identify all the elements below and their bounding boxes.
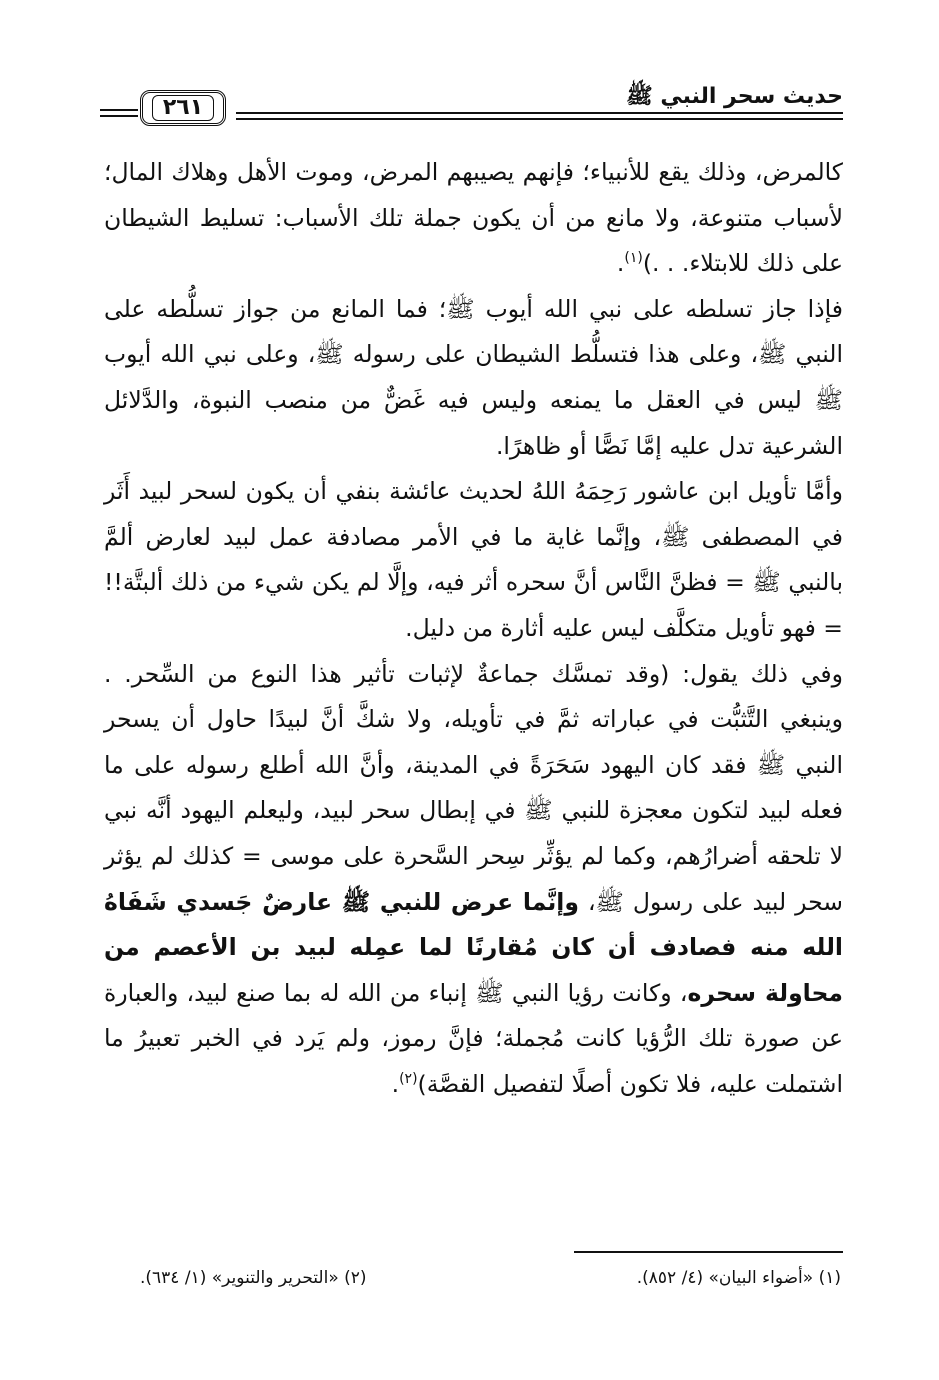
header-rule-left [100, 109, 138, 111]
footnote-2: (٢) «التحرير والتنوير» (١/ ٦٣٤). [140, 1268, 367, 1288]
main-text [104, 150, 843, 1107]
paragraph-end: . [391, 1069, 400, 1098]
paragraph-text: وفي ذلك يقول: (وقد تمسَّك جماعةٌ لإثبات تأثير هذا النوع من السِّحر. . وينبغي التَّثبُّت في عباراته ثمَّ في تأويله، ولا شكَّ أنَّ لبيدًا حاول أن يسحر النبي ﷺ فقد كان اليهود سَحَرَةً في المدينة، وأنَّ الله أطلع رسوله على ما فعله لبيد لتكون معجزة للنبي ﷺ في إبطال سحر لبيد، وليعلم اليهود أنَّه نبي لا تلحقه أضرارُهم، وكما لم يؤثِّر سِحر السَّحرة على موسى = كذلك لم يؤثر سحر لبيد على رسول ﷺ، [104, 659, 843, 916]
footnote-marker: (٢) [399, 1071, 418, 1088]
paragraph [104, 652, 843, 1108]
paragraph-text: ، وكانت رؤيا النبي ﷺ إنباء من الله له بما صنع لبيد، والعبارة عن صورة تلك الرُّؤيا كانت مُجملة؛ فإنَّ رموز، ولم يَرد في الخبر تعبيرُ ما اشتملت عليه، فلا تكون أصلًا لتفصيل القصَّة) [104, 978, 843, 1098]
footnote-divider [574, 1251, 843, 1253]
footnotes [140, 1268, 843, 1288]
header-rule [236, 112, 843, 114]
paragraph: فإذا جاز تسلطه على نبي الله أيوب ﷺ؛ فما المانع من جواز تسلُّطه على النبي ﷺ، وعلى هذا فتسلُّط الشيطان على رسوله ﷺ، وعلى نبي الله أيوب ﷺ ليس في العقل ما يمنعه وليس فيه غَضٌّ من منصب النبوة، والدَّلائل الشرعية تدل عليه إمَّا نَصًّا أو ظاهرًا. [104, 294, 843, 460]
page-number: ٢٦١ [152, 95, 214, 121]
paragraph-end: . [616, 249, 625, 278]
header-rule [236, 118, 843, 120]
page-number-frame [140, 90, 226, 126]
paragraph-text: كالمرض، وذلك يقع للأنبياء؛ فإنهم يصيبهم المرض، وموت الأهل وهلاك المال؛ لأسباب متنوعة، ولا مانع من أن يكون جملة تلك الأسباب: تسليط الشيطان على ذلك للابتلاء. . .) [104, 158, 843, 278]
header-rule-left [100, 115, 138, 117]
paragraph: وأمَّا تأويل ابن عاشور رَحِمَهُ اللهُ لحديث عائشة بنفي أن يكون لسحر لبيد أَثَر في المصطفى ﷺ، وإنَّما غاية ما في الأمر مصادفة عمل لبيد لعارض ألمَّ بالنبي ﷺ = فظنَّ النَّاس أنَّ سحره أثر فيه، وإلَّا لم يكن شيء من ذلك ألبتَّة!! = فهو تأويل متكلَّف ليس عليه أثارة من دليل. [104, 477, 843, 642]
bold-quote: وإنَّما عرض للنبي ﷺ عارضٌ جَسدي شَفَاهُ الله منه فصادف أن كان مُقارنًا لما عمِله لبيد بن الأعصم من محاولة سحره [104, 887, 843, 1007]
footnote-marker: (١) [624, 250, 643, 267]
running-title: حديث سحر النبي ﷺ [626, 84, 843, 109]
footnote-1: (١) «أضواء البيان» (٤/ ٨٥٢). [636, 1268, 841, 1288]
paragraph [104, 150, 843, 287]
page-header [100, 78, 843, 128]
